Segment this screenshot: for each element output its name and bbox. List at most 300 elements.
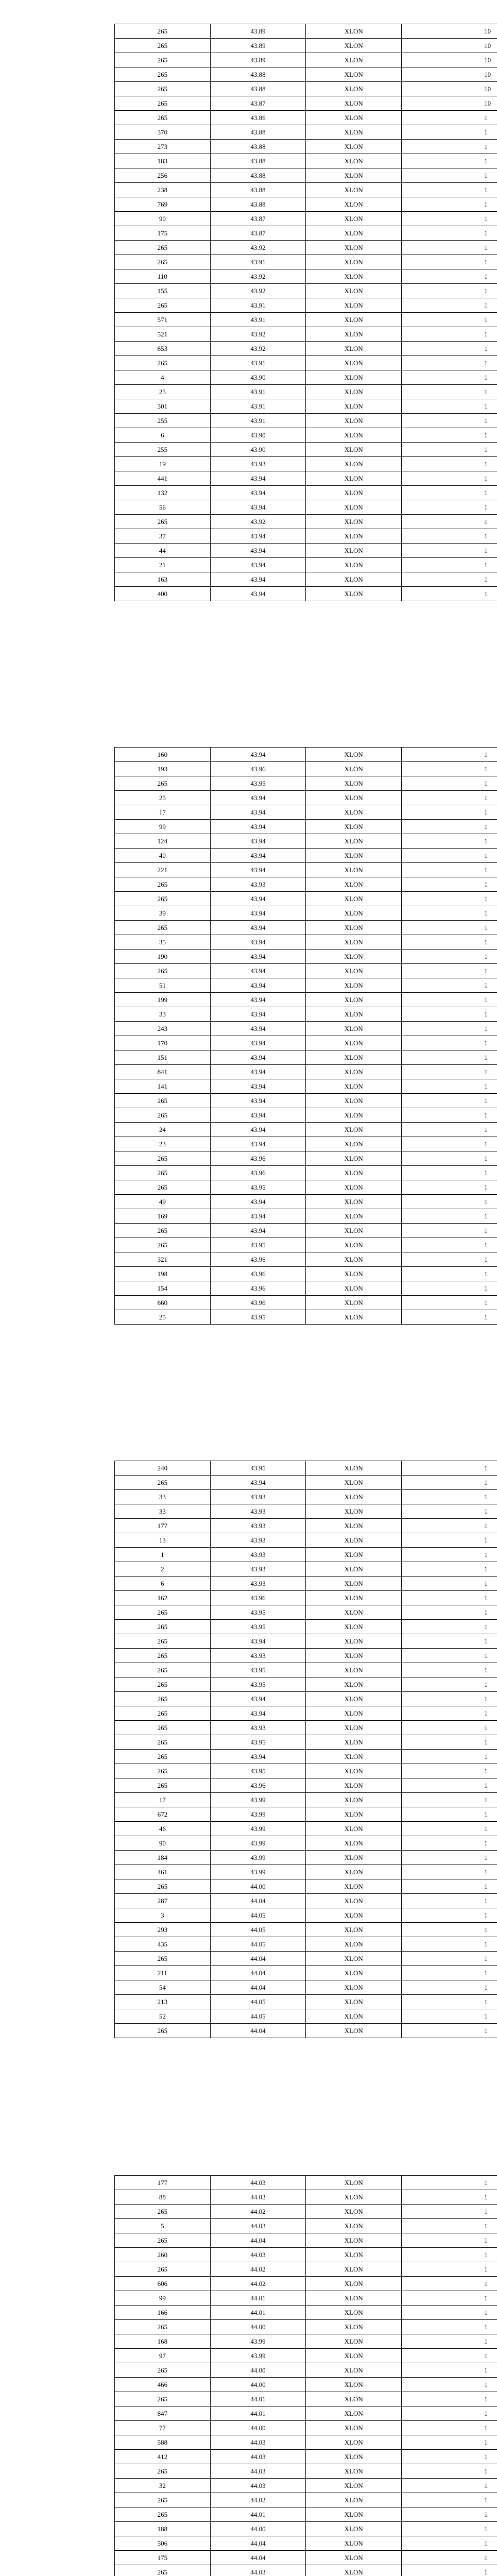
venue-cell: XLON — [306, 950, 402, 963]
venue-cell: XLON — [306, 529, 402, 543]
time-cell: 1 — [484, 909, 488, 917]
volume-cell: 265 — [115, 1108, 211, 1122]
venue-cell: XLON — [306, 2464, 402, 2478]
table-row — [115, 1267, 497, 1281]
table-row — [115, 1252, 497, 1267]
time-cell: 1 — [484, 1724, 488, 1732]
volume-cell: 653 — [115, 342, 211, 355]
volume-cell: 141 — [115, 1079, 211, 1093]
table-row — [115, 370, 497, 385]
time-cell: 1 — [484, 345, 488, 352]
time-cell: 1 — [484, 1940, 488, 1948]
venue-cell: XLON — [306, 226, 402, 240]
time-cell: 1 — [484, 215, 488, 223]
table-row — [115, 863, 497, 877]
volume-cell: 466 — [115, 2378, 211, 2392]
table-row — [115, 1605, 497, 1620]
volume-cell: 177 — [115, 2176, 211, 2190]
table-row — [115, 805, 497, 820]
time-cell: 1 — [484, 1681, 488, 1688]
venue-cell: XLON — [306, 2190, 402, 2204]
table-row — [115, 544, 497, 558]
venue-cell: XLON — [306, 1548, 402, 1562]
time-cell: 1 — [484, 2323, 488, 2331]
volume-cell: 166 — [115, 2306, 211, 2319]
table-row — [115, 2435, 497, 2450]
venue-cell: XLON — [306, 1180, 402, 1194]
volume-cell: 412 — [115, 2450, 211, 2464]
venue-cell: XLON — [306, 1108, 402, 1122]
table-row — [115, 111, 497, 125]
table-row — [115, 2479, 497, 2493]
time-cell: 1 — [484, 575, 488, 583]
venue-cell: XLON — [306, 892, 402, 906]
venue-cell: XLON — [306, 515, 402, 529]
price-cell: 44.03 — [211, 2464, 306, 2478]
time-cell: 1 — [484, 924, 488, 931]
table-row — [115, 1807, 497, 1822]
venue-cell: XLON — [306, 125, 402, 139]
time-cell: 1 — [484, 2337, 488, 2345]
venue-cell: XLON — [306, 486, 402, 500]
table-row — [115, 950, 497, 964]
volume-cell: 13 — [115, 1533, 211, 1547]
table-row — [115, 1238, 497, 1252]
venue-cell: XLON — [306, 67, 402, 81]
table-row — [115, 1894, 497, 1908]
venue-cell: XLON — [306, 906, 402, 920]
price-cell: 43.92 — [211, 269, 306, 283]
price-cell: 44.04 — [211, 1952, 306, 1965]
price-cell: 43.94 — [211, 1123, 306, 1137]
volume-cell: 177 — [115, 1519, 211, 1533]
time-cell: 1 — [484, 114, 488, 122]
venue-cell: XLON — [306, 849, 402, 862]
volume-cell: 265 — [115, 2464, 211, 2478]
time-cell: 1 — [484, 374, 488, 381]
time-cell: 1 — [484, 1155, 488, 1162]
venue-cell: XLON — [306, 2262, 402, 2276]
venue-cell: XLON — [306, 2024, 402, 2038]
price-cell: 43.91 — [211, 298, 306, 312]
table-row — [115, 226, 497, 241]
table-row — [115, 1065, 497, 1079]
price-cell: 43.92 — [211, 327, 306, 341]
venue-cell: XLON — [306, 1224, 402, 1238]
price-cell: 43.94 — [211, 1007, 306, 1021]
volume-cell: 301 — [115, 399, 211, 413]
time-cell: 1 — [484, 2453, 488, 2461]
time-cell: 1 — [484, 1637, 488, 1645]
table-row — [115, 1966, 497, 1980]
volume-cell: 238 — [115, 183, 211, 197]
price-cell: 43.90 — [211, 370, 306, 384]
table-row — [115, 39, 497, 53]
table-row — [115, 1952, 497, 1966]
venue-cell: XLON — [306, 1267, 402, 1281]
volume-cell: 265 — [115, 2493, 211, 2507]
time-cell: 1 — [484, 2511, 488, 2518]
price-cell: 43.94 — [211, 544, 306, 557]
price-cell: 43.94 — [211, 500, 306, 514]
venue-cell: XLON — [306, 1519, 402, 1533]
volume-cell: 265 — [115, 1166, 211, 1180]
price-cell: 43.96 — [211, 1778, 306, 1792]
time-cell: 1 — [484, 273, 488, 280]
volume-cell: 21 — [115, 558, 211, 572]
volume-cell: 265 — [115, 2363, 211, 2377]
volume-cell: 265 — [115, 515, 211, 529]
price-cell: 43.88 — [211, 67, 306, 81]
time-cell: 1 — [484, 1010, 488, 1018]
venue-cell: XLON — [306, 2406, 402, 2420]
time-cell: 1 — [484, 1666, 488, 1674]
table-row — [115, 255, 497, 269]
table-row — [115, 1750, 497, 1764]
price-cell: 44.01 — [211, 2291, 306, 2305]
volume-cell: 33 — [115, 1007, 211, 1021]
table-row — [115, 96, 497, 111]
volume-cell: 769 — [115, 197, 211, 211]
venue-cell: XLON — [306, 2248, 402, 2262]
table-row — [115, 1879, 497, 1894]
venue-cell: XLON — [306, 558, 402, 572]
venue-cell: XLON — [306, 2176, 402, 2190]
volume-cell: 265 — [115, 1620, 211, 1634]
table-row — [115, 1022, 497, 1036]
price-cell: 43.92 — [211, 342, 306, 355]
venue-cell: XLON — [306, 820, 402, 834]
time-cell: 1 — [484, 953, 488, 960]
table-row — [115, 2522, 497, 2536]
time-cell: 1 — [484, 2438, 488, 2446]
price-cell: 44.05 — [211, 1937, 306, 1951]
venue-cell: XLON — [306, 1836, 402, 1850]
volume-cell: 841 — [115, 1065, 211, 1079]
volume-cell: 110 — [115, 269, 211, 283]
table-row — [115, 1649, 497, 1663]
venue-cell: XLON — [306, 1310, 402, 1324]
price-cell: 43.94 — [211, 906, 306, 920]
table-row — [115, 1490, 497, 1504]
price-cell: 43.99 — [211, 1836, 306, 1850]
venue-cell: XLON — [306, 2320, 402, 2334]
volume-cell: 265 — [115, 2262, 211, 2276]
time-cell: 1 — [484, 1536, 488, 1544]
venue-cell: XLON — [306, 1851, 402, 1865]
volume-cell: 660 — [115, 1296, 211, 1310]
time-cell: 1 — [484, 244, 488, 251]
price-cell: 44.05 — [211, 1923, 306, 1937]
time-cell: 1 — [484, 2410, 488, 2417]
venue-cell: XLON — [306, 2421, 402, 2435]
venue-cell: XLON — [306, 1065, 402, 1079]
volume-cell: 33 — [115, 1504, 211, 1518]
volume-cell: 265 — [115, 24, 211, 38]
volume-cell: 4 — [115, 370, 211, 384]
table-row — [115, 2507, 497, 2522]
price-cell: 43.95 — [211, 776, 306, 790]
price-cell: 43.94 — [211, 486, 306, 500]
volume-cell: 265 — [115, 241, 211, 255]
table-row — [115, 457, 497, 471]
venue-cell: XLON — [306, 111, 402, 125]
volume-cell: 265 — [115, 255, 211, 269]
price-cell: 44.00 — [211, 2378, 306, 2392]
time-cell: 10 — [484, 99, 491, 107]
table-row — [115, 168, 497, 183]
price-cell: 43.95 — [211, 1238, 306, 1252]
table-row — [115, 964, 497, 978]
venue-cell: XLON — [306, 1094, 402, 1108]
price-cell: 43.94 — [211, 1108, 306, 1122]
venue-cell: XLON — [306, 1980, 402, 1994]
price-cell: 43.95 — [211, 1735, 306, 1749]
venue-cell: XLON — [306, 269, 402, 283]
table-row — [115, 2248, 497, 2262]
time-cell: 1 — [484, 2482, 488, 2489]
price-cell: 43.93 — [211, 1562, 306, 1576]
venue-cell: XLON — [306, 197, 402, 211]
time-cell: 1 — [484, 981, 488, 989]
time-cell: 1 — [484, 1810, 488, 1818]
volume-cell: 441 — [115, 471, 211, 485]
volume-cell: 265 — [115, 1721, 211, 1735]
time-cell: 1 — [484, 402, 488, 410]
price-cell: 44.04 — [211, 2024, 306, 2038]
venue-cell: XLON — [306, 1952, 402, 1965]
price-cell: 43.93 — [211, 1490, 306, 1504]
table-row — [115, 776, 497, 791]
table-row — [115, 820, 497, 834]
venue-cell: XLON — [306, 2349, 402, 2363]
volume-cell: 265 — [115, 1180, 211, 1194]
venue-cell: XLON — [306, 1022, 402, 1036]
price-cell: 43.89 — [211, 53, 306, 67]
volume-cell: 190 — [115, 950, 211, 963]
table-row — [115, 140, 497, 154]
price-cell: 44.01 — [211, 2507, 306, 2521]
volume-cell: 265 — [115, 776, 211, 790]
table-row — [115, 2450, 497, 2464]
price-cell: 43.94 — [211, 820, 306, 834]
time-cell: 10 — [484, 42, 491, 49]
time-cell: 1 — [484, 1796, 488, 1804]
venue-cell: XLON — [306, 2392, 402, 2406]
volume-cell: 25 — [115, 385, 211, 399]
table-row — [115, 1721, 497, 1735]
volume-cell: 124 — [115, 834, 211, 848]
venue-cell: XLON — [306, 1007, 402, 1021]
table-row — [115, 1195, 497, 1209]
time-cell: 1 — [484, 1969, 488, 1977]
time-cell: 1 — [484, 316, 488, 324]
volume-cell: 3 — [115, 1908, 211, 1922]
venue-cell: XLON — [306, 457, 402, 471]
table-row — [115, 935, 497, 950]
table-row — [115, 2009, 497, 2024]
table-row — [115, 2421, 497, 2435]
time-cell: 1 — [484, 1782, 488, 1789]
volume-cell: 88 — [115, 2190, 211, 2204]
venue-cell: XLON — [306, 1865, 402, 1879]
time-cell: 1 — [484, 837, 488, 845]
price-cell: 43.90 — [211, 443, 306, 456]
table-row — [115, 2291, 497, 2306]
volume-cell: 461 — [115, 1865, 211, 1879]
volume-cell: 90 — [115, 1836, 211, 1850]
price-cell: 43.96 — [211, 1267, 306, 1281]
table-row — [115, 1980, 497, 1995]
time-cell: 1 — [484, 1126, 488, 1133]
table-row — [115, 1224, 497, 1238]
venue-cell: XLON — [306, 2565, 402, 2576]
volume-cell: 90 — [115, 212, 211, 226]
table-row — [115, 313, 497, 327]
time-cell: 1 — [484, 2251, 488, 2259]
venue-cell: XLON — [306, 1807, 402, 1821]
venue-cell: XLON — [306, 1923, 402, 1937]
venue-cell: XLON — [306, 544, 402, 557]
time-cell: 1 — [484, 2027, 488, 2035]
table-row — [115, 572, 497, 587]
table-row — [115, 2464, 497, 2479]
venue-cell: XLON — [306, 935, 402, 949]
table-row — [115, 748, 497, 762]
time-cell: 1 — [484, 1695, 488, 1703]
venue-cell: XLON — [306, 1296, 402, 1310]
price-cell: 43.92 — [211, 241, 306, 255]
volume-cell: 287 — [115, 1894, 211, 1908]
price-cell: 44.00 — [211, 2421, 306, 2435]
volume-cell: 175 — [115, 2551, 211, 2565]
venue-cell: XLON — [306, 1562, 402, 1576]
table-row — [115, 53, 497, 67]
volume-cell: 25 — [115, 791, 211, 805]
venue-cell: XLON — [306, 1461, 402, 1475]
table-row — [115, 1281, 497, 1296]
table-row — [115, 428, 497, 443]
table-row — [115, 1851, 497, 1865]
price-cell: 43.99 — [211, 1822, 306, 1836]
price-cell: 43.92 — [211, 284, 306, 298]
venue-cell: XLON — [306, 2450, 402, 2464]
price-cell: 43.88 — [211, 154, 306, 168]
volume-cell: 571 — [115, 313, 211, 327]
venue-cell: XLON — [306, 1195, 402, 1209]
price-cell: 43.91 — [211, 414, 306, 428]
table-row — [115, 1692, 497, 1706]
time-cell: 1 — [484, 1825, 488, 1833]
table-row — [115, 2392, 497, 2406]
table-row — [115, 2349, 497, 2363]
table-row — [115, 1908, 497, 1923]
venue-cell: XLON — [306, 1735, 402, 1749]
time-cell: 1 — [484, 2381, 488, 2388]
volume-cell: 265 — [115, 1706, 211, 1720]
table-row — [115, 1836, 497, 1851]
time-cell: 1 — [484, 967, 488, 975]
volume-cell: 265 — [115, 1677, 211, 1691]
time-cell: 1 — [484, 1507, 488, 1515]
time-cell: 1 — [484, 2395, 488, 2403]
time-cell: 1 — [484, 2366, 488, 2374]
price-cell: 44.03 — [211, 2450, 306, 2464]
price-cell: 43.94 — [211, 1050, 306, 1064]
volume-cell: 265 — [115, 1764, 211, 1778]
time-cell: 1 — [484, 172, 488, 179]
time-cell: 10 — [484, 71, 491, 78]
volume-cell: 5 — [115, 2219, 211, 2233]
table-row — [115, 1995, 497, 2009]
time-cell: 1 — [484, 938, 488, 946]
volume-cell: 25 — [115, 1310, 211, 1324]
table-row — [115, 269, 497, 284]
volume-cell: 240 — [115, 1461, 211, 1475]
table-row — [115, 1822, 497, 1836]
volume-cell: 188 — [115, 2522, 211, 2536]
time-cell: 1 — [484, 880, 488, 888]
table-row — [115, 2493, 497, 2507]
time-cell: 1 — [484, 2554, 488, 2562]
price-cell: 43.96 — [211, 1166, 306, 1180]
price-cell: 44.03 — [211, 2479, 306, 2493]
time-cell: 1 — [484, 547, 488, 554]
table-row — [115, 515, 497, 529]
volume-cell: 265 — [115, 921, 211, 935]
table-row — [115, 443, 497, 457]
price-cell: 43.94 — [211, 863, 306, 877]
table-row — [115, 1296, 497, 1310]
time-cell: 1 — [484, 287, 488, 295]
time-cell: 1 — [484, 2193, 488, 2201]
volume-cell: 293 — [115, 1923, 211, 1937]
venue-cell: XLON — [306, 1036, 402, 1050]
venue-cell: XLON — [306, 776, 402, 790]
time-cell: 1 — [484, 2568, 488, 2576]
trade-table-1 — [114, 24, 497, 601]
volume-cell: 265 — [115, 892, 211, 906]
time-cell: 1 — [484, 765, 488, 773]
venue-cell: XLON — [306, 1620, 402, 1634]
time-cell: 1 — [484, 996, 488, 1004]
price-cell: 44.05 — [211, 1995, 306, 2009]
time-cell: 1 — [484, 128, 488, 136]
venue-cell: XLON — [306, 428, 402, 442]
price-cell: 44.04 — [211, 2536, 306, 2550]
time-cell: 1 — [484, 852, 488, 859]
time-cell: 1 — [484, 200, 488, 208]
volume-cell: 265 — [115, 2205, 211, 2218]
table-row — [115, 241, 497, 255]
price-cell: 43.94 — [211, 935, 306, 949]
volume-cell: 265 — [115, 1476, 211, 1489]
price-cell: 43.86 — [211, 111, 306, 125]
venue-cell: XLON — [306, 2536, 402, 2550]
price-cell: 44.04 — [211, 1980, 306, 1994]
time-cell: 1 — [484, 2294, 488, 2302]
table-row — [115, 125, 497, 140]
time-cell: 1 — [484, 1594, 488, 1602]
volume-cell: 265 — [115, 1952, 211, 1965]
time-cell: 1 — [484, 359, 488, 367]
volume-cell: 163 — [115, 572, 211, 586]
time-cell: 1 — [484, 2525, 488, 2533]
volume-cell: 672 — [115, 1807, 211, 1821]
price-cell: 43.90 — [211, 428, 306, 442]
price-cell: 44.00 — [211, 1879, 306, 1893]
venue-cell: XLON — [306, 385, 402, 399]
